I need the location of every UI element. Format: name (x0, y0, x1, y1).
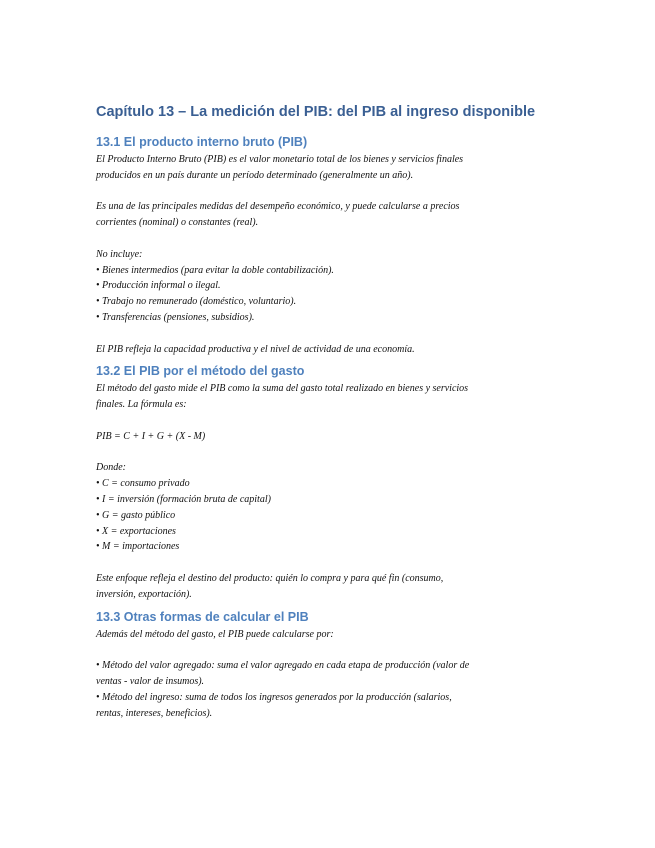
list-item: • M = importaciones (96, 541, 180, 553)
list-item: • X = exportaciones (96, 525, 176, 537)
document-page (96, 102, 566, 721)
paragraph-line: Además del método del gasto, el PIB puede calcularse por: (96, 628, 334, 640)
paragraph-line: Es una de las principales medidas del desempeño económico, y puede calcularse a precios (96, 201, 460, 213)
list-item-continuation: ventas - valor de insumos). (96, 675, 205, 687)
blank-line (96, 445, 566, 461)
paragraph-line: Este enfoque refleja el destino del producto: quién lo compra y para qué fin (consumo, (96, 572, 444, 584)
blank-line (96, 413, 566, 429)
chapter-title: Capítulo 13 – La medición del PIB: del PIB al ingreso disponible (96, 104, 536, 120)
list-heading: No incluye: (96, 248, 143, 260)
blank-line (96, 555, 566, 571)
paragraph-line: producidos en un país durante un período determinado (generalmente un año). (96, 169, 414, 181)
blank-line (96, 231, 566, 247)
paragraph-line: corrientes (nominal) o constantes (real). (96, 217, 259, 229)
list-item: • Transferencias (pensiones, subsidios). (96, 311, 255, 323)
section-title: 13.1 El producto interno bruto (PIB) (96, 135, 308, 149)
paragraph-line: finales. La fórmula es: (96, 399, 187, 411)
list-heading: Donde: (96, 462, 126, 474)
section-title: 13.3 Otras formas de calcular el PIB (96, 609, 309, 624)
section-13-3 (96, 609, 566, 722)
list-item: • Producción informal o ilegal. (96, 280, 221, 292)
paragraph-line: El método del gasto mide el PIB como la suma del gasto total realizado en bienes y servicios (96, 383, 469, 395)
list-item-continuation: rentas, intereses, beneficios). (96, 707, 213, 719)
list-item: • Método del ingreso: suma de todos los ingresos generados por la producción (salarios, (96, 691, 452, 703)
blank-line (96, 642, 566, 658)
list-item: • Bienes intermedios (para evitar la doble contabilización). (96, 264, 334, 276)
list-item: • Trabajo no remunerado (doméstico, voluntario). (96, 296, 297, 308)
paragraph-line: El PIB refleja la capacidad productiva y el nivel de actividad de una economía. (96, 343, 415, 355)
list-item: • G = gasto público (96, 509, 176, 521)
blank-line (96, 326, 566, 342)
section-title: 13.2 El PIB por el método del gasto (96, 364, 305, 379)
list-item: • I = inversión (formación bruta de capital) (96, 493, 271, 505)
paragraph-line: inversión, exportación). (96, 588, 192, 600)
formula: PIB = C + I + G + (X - M) (96, 430, 206, 442)
list-item: • C = consumo privado (96, 478, 190, 490)
list-item: • Método del valor agregado: suma el valor agregado en cada etapa de producción (valor de (96, 660, 470, 672)
paragraph-line: El Producto Interno Bruto (PIB) es el valor monetario total de los bienes y servicios finales (96, 154, 464, 165)
blank-line (96, 184, 566, 200)
section-13-2 (96, 363, 566, 602)
section-13-1 (96, 134, 566, 357)
